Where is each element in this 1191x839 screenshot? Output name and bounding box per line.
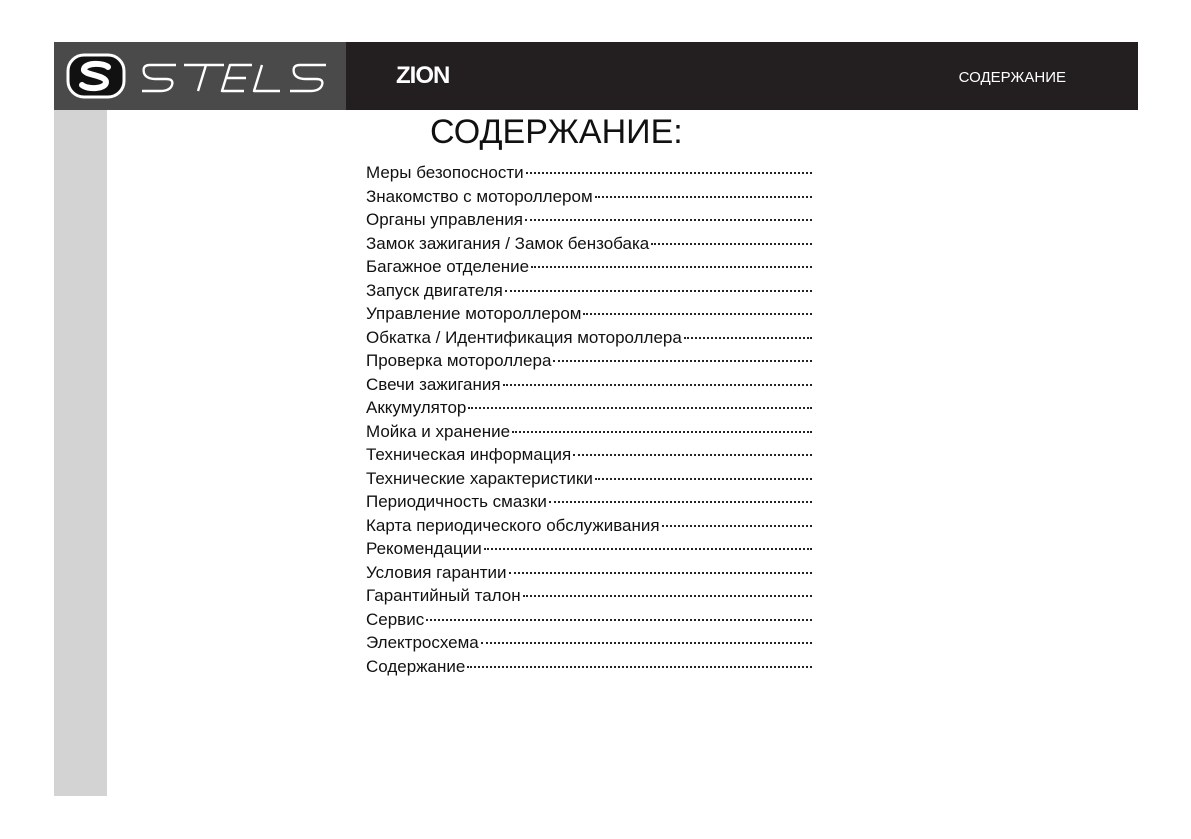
toc-item [366,631,812,655]
toc-item [366,161,812,185]
toc-dot-leader [595,196,812,198]
toc-dot-leader [523,595,812,597]
brand-logo-panel [54,42,346,110]
toc-item [366,537,812,561]
toc-dot-leader [505,290,812,292]
toc-dot-leader [549,501,812,503]
toc-dot-leader [531,266,812,268]
toc-dot-leader [573,454,812,456]
toc-dot-leader [595,478,812,480]
toc-dot-leader [662,525,812,527]
toc-item [366,373,812,397]
model-name: ZION [396,62,450,89]
toc-item [366,467,812,491]
toc-item [366,349,812,373]
toc-item-label: Технические характеристики [366,468,593,488]
toc-item [366,302,812,326]
toc-dot-leader [426,619,812,621]
side-strip [54,110,107,796]
toc-item-label: Знакомство с мотороллером [366,186,593,206]
toc-item [366,655,812,679]
toc-item-label: Электросхема [366,633,479,652]
toc-item-label: Багажное отделение [366,257,530,276]
toc-item [366,608,812,632]
toc-dot-leader [503,384,812,386]
toc-dot-leader [684,337,812,339]
toc-dot-leader [651,243,812,245]
toc-item-label: Мойка и хранение [366,421,511,441]
toc-item-label: Органы управления [366,210,524,229]
toc-item [366,420,812,444]
toc-item [366,185,812,209]
section-name: СОДЕРЖАНИЕ [958,69,1066,86]
toc-dot-leader [484,548,812,550]
toc-item-label: Запуск двигателя [366,280,503,300]
toc-item-label: Замок зажигания / Замок бензобака [366,233,650,253]
toc-item-label: Проверка мотороллера [366,351,552,370]
toc-item-label: Обкатка / Идентификация мотороллера [366,327,682,347]
toc-item-label: Техническая информация [366,445,572,464]
toc-item-label: Гарантийный талон [366,586,521,605]
toc-item-label: Управление мотороллером [366,304,582,323]
toc-item [366,396,812,420]
toc-dot-leader [468,407,812,409]
toc-item [366,232,812,256]
toc-dot-leader [525,219,812,221]
toc-dot-leader [512,431,812,433]
toc-dot-leader [467,666,812,668]
toc-item-label: Содержание [366,656,466,676]
toc-item [366,561,812,585]
toc-item-label: Свечи зажигания [366,374,501,394]
toc-item-label: Рекомендации [366,539,482,558]
stels-wordmark-logo [140,59,340,95]
toc-item [366,279,812,303]
toc-dot-leader [526,172,812,174]
toc-item-label: Периодичность смазки [366,492,547,511]
toc-item-label: Условия гарантии [366,562,507,582]
table-of-contents [366,161,812,678]
toc-item [366,443,812,467]
toc-item [366,584,812,608]
toc-item [366,514,812,538]
toc-item [366,208,812,232]
toc-item [366,326,812,350]
toc-item [366,255,812,279]
toc-item-label: Аккумулятор [366,398,467,417]
toc-item-label: Сервис [366,609,425,629]
toc-dot-leader [583,313,812,315]
toc-item-label: Меры безопосности [366,163,524,182]
page-title: СОДЕРЖАНИЕ: [430,113,683,151]
page-header [54,42,1138,110]
toc-dot-leader [553,360,812,362]
toc-dot-leader [509,572,812,574]
stels-s-logo-icon [66,53,126,99]
toc-item-label: Карта периодического обслуживания [366,515,660,535]
toc-item [366,490,812,514]
toc-dot-leader [481,642,812,644]
